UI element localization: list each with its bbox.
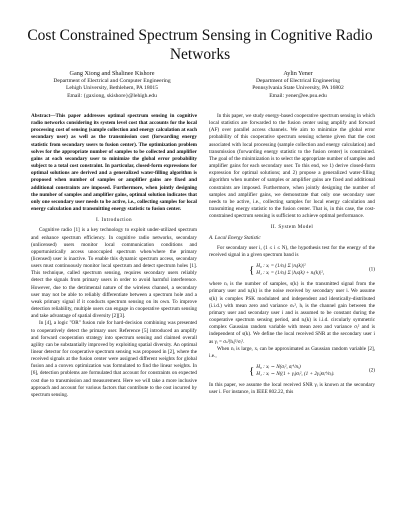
author-names: Gang Xiong and Shalinee Kishore: [69, 70, 155, 77]
section-heading-system-model: II. System Model: [270, 224, 314, 231]
equation-1: [209, 263, 375, 277]
author-email: Email: yener@ee.psu.edu: [269, 92, 327, 99]
equation-number: (2): [368, 367, 375, 374]
model-paragraph: When nᵢ is large, xᵢ can be approximated as Gaussian random variable [2], i.e.,: [209, 345, 375, 359]
equation-line: H₀ : xᵢ ∼ N(σᵢ², σᵢ⁴/nᵢ): [256, 364, 301, 370]
intro-paragraph: In this paper, we study energy-based cooperative spectrum sensing in which local statistics are forwarded to the fusion center using amplify and forward (AF) over parallel access channels. We aim to minimize the global error probability of this cooperative spectrum sensing scheme given that the cost associated with local processing (sample collection and energy calculation) and transmission (forwarding energy statistic to the fusion center) is constrained. The goal of the minimization is to select the appropriate number of samples and amplifier gains for each secondary user. To this end, we 1) derive closed-form expression for optimal solutions; and 2) propose a generalized water-filling algorithm when number of samples or amplifier gains are fixed and additional constraints are imposed. Furthermore, when jointly designing the number of samples and amplifier gains, we demonstrate that only one secondary user needs to be active, i.e., collecting samples for local energy calculation and transmitting energy statistic to the fusion center. That is, in this case, the cost-constrained spectrum sensing is sufficient to achieve optimal performance.: [209, 113, 375, 220]
model-paragraph: where nᵢ is the number of samples, s(k) is the transmitted signal from the primary user and nᵢ(k) is the noise received by secondary user i. We assume s(k) is complex PSK modulated and independent and identically-distributed (i.i.d.) with mean zero and variance σₛ², hᵢ is the channel gain between the primary user and secondary user i and is assumed to be constant during the cooperative spectrum sensing period, and nᵢ(k) is i.i.d. circularly symmetric complex Gaussian random variable with mean zero and variance σᵢ² and is independent of s(k). We define the local received SNR at the secondary user i as γᵢ = σₛ²|hᵢ|²/σᵢ².: [209, 281, 375, 345]
model-paragraph: For secondary user i, (1 ≤ i ≤ N), the hypothesis test for the energy of the received signal in a given spectrum band is: [209, 244, 375, 258]
abstract: Abstract—This paper addresses optimal spectrum sensing in cognitive radio networks considering its system level cost that accounts for the local processing cost of sensing (sample collection and energy calculation at each secondary user) as well as the transmission cost (forwarding energy statistic from secondary users to fusion center). The optimization problem solves for the appropriate number of samples to be collected and amplifier gains at each secondary user to minimize the global error probability subject to a total cost constraint. In particular, closed-form expressions for optimal solutions are derived and a generalized water-filling algorithm is proposed when number of samples or amplifier gains are fixed and additional constraints are imposed. Furthermore, when jointly designing the number of samples and amplifier gains, optimal solution indicates that only one secondary user needs to be active, i.e., collecting samples for local energy calculation and transmitting energy statistic to fusion center.: [31, 113, 197, 213]
equation-line: H₀ : xᵢ = (1/nᵢ) Σ |nᵢ(k)|²: [256, 262, 306, 269]
left-column: [31, 113, 197, 399]
model-paragraph: In this paper, we assume the local received SNR γᵢ is known at the secondary user i. For instance, in IEEE 802.22, this: [209, 382, 375, 396]
equation-number: (1): [368, 266, 375, 273]
section-heading-introduction: I. Introduction: [96, 217, 132, 224]
right-column: [209, 113, 375, 397]
author-dept: Department of Electrical Engineering: [255, 78, 341, 85]
equation-line: H₁ : xᵢ = (1/nᵢ) Σ |hᵢs(k) + nᵢ(k)|²,: [256, 270, 325, 277]
brace-glyph: {: [249, 364, 255, 377]
author-email: Email: {gaxiong, skishore}@lehigh.edu: [67, 92, 157, 99]
subsection-heading: A. Local Energy Statistic: [209, 234, 261, 241]
author-block-1: [22, 70, 202, 100]
author-org: Pennsylvania State University, PA 16802: [252, 85, 344, 92]
author-block-2: [208, 70, 388, 100]
author-dept: Department of Electrical and Computer Engineering: [53, 78, 171, 85]
brace-glyph: {: [249, 263, 255, 276]
paper-title: Cost Constrained Spectrum Sensing in Cognitive Radio Networks: [27, 27, 373, 63]
intro-paragraph: Cognitive radio [1] is a key technology to exploit under-utilized spectrum and enhance spectrum efficiency. In cognitive radio networks, secondary (unlicensed) users monitor local communication conditions and opportunistically access unoccupied spectrum when/where the primary (licensed) user is inactive. To enable this dynamic spectrum access, secondary users must continuously monitor local spectrum and detect spectrum holes [1]. This technique, called spectrum sensing, requires secondary users reliably detect the signals from primary users in order to avoid harmful interference. However, due to the detrimental nature of the wireless channel, a secondary user may not be able to reliably differentiate between a spectrum hole and a weak primary signal if it conducts spectrum sensing on its own. To improve detection reliability, multiple users can engage in cooperative spectrum sensing and take advantage of spatial diversity [2][3].: [31, 227, 197, 320]
author-org: Lehigh University, Bethlehem, PA 18015: [65, 85, 159, 92]
equation-2: [209, 364, 375, 378]
intro-paragraph: In [4], a logic "OR" fusion rule for hard-decision combining was presented to cooperatively detect the primary user. Reference [5] introduced an amplify and forward cooperation strategy into spectrum sensing and claimed overall agility can be substantially improved by exploiting spatial diversity. An optimal linear detector for cooperative spectrum sensing was proposed in [2], where the received signals at the fusion center were assigned different weights for global fusion and a convex optimization was formulated to find the linear weights. In [6], detection problems are formulated that account for constraints on expected cost due to transmission and measurement. Here we will take a more inclusive approach and account for various factors that contribute to the cost incurred by spectrum sensing.: [31, 320, 197, 398]
equation-line: H₁ : xᵢ ∼ N((1 + γᵢ)σᵢ², (1 + 2γᵢ)σᵢ⁴/nᵢ).: [256, 371, 335, 378]
author-names: Aylin Yener: [283, 70, 313, 77]
